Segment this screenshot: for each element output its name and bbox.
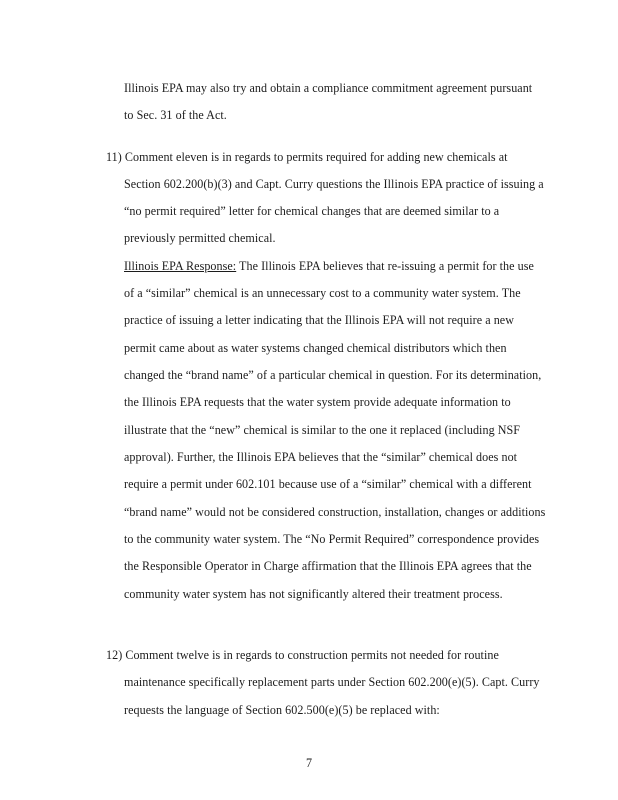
- intro-line-1: Illinois EPA may also try and obtain a compliance commitment agreement pursuant: [124, 81, 533, 95]
- comment-12-line-3: requests the language of Section 602.500(e)(5) be replaced with:: [124, 703, 440, 717]
- response-first-text: The Illinois EPA believes that re-issuing a permit for the use: [236, 259, 534, 273]
- response-line-10: “brand name” would not be considered construction, installation, changes or additions: [124, 505, 546, 519]
- response-line-6: the Illinois EPA requests that the water system provide adequate information to: [124, 395, 511, 409]
- comment-12-line-1: 12) Comment twelve is in regards to construction permits not needed for routine: [106, 648, 499, 662]
- response-line-13: community water system has not significantly altered their treatment process.: [124, 587, 503, 601]
- response-line-9: require a permit under 602.101 because use of a “similar” chemical with a different: [124, 477, 532, 491]
- response-line-8: approval). Further, the Illinois EPA believes that the “similar” chemical does not: [124, 450, 518, 464]
- response-line-3: practice of issuing a letter indicating that the Illinois EPA will not require a new: [124, 313, 514, 327]
- page-number: 7: [305, 756, 313, 770]
- response-line-7: illustrate that the “new” chemical is similar to the one it replaced (including NSF: [124, 423, 521, 437]
- response-line-4: permit came about as water systems changed chemical distributors which then: [124, 341, 507, 355]
- comment-11-line-2: Section 602.200(b)(3) and Capt. Curry questions the Illinois EPA practice of issuing a: [124, 177, 544, 191]
- comment-11-line-3: “no permit required” letter for chemical changes that are deemed similar to a: [124, 204, 500, 218]
- response-line-11: to the community water system. The “No Permit Required” correspondence provides: [124, 532, 540, 546]
- response-label: Illinois EPA Response:: [124, 259, 237, 273]
- intro-line-2: to Sec. 31 of the Act.: [124, 108, 227, 122]
- response-line-2: of a “similar” chemical is an unnecessary cost to a community water system. The: [124, 286, 521, 300]
- comment-11-line-1: 11) Comment eleven is in regards to permits required for adding new chemicals at: [106, 150, 508, 164]
- comment-11-line-4: previously permitted chemical.: [124, 231, 276, 245]
- comment-12-line-2: maintenance specifically replacement parts under Section 602.200(e)(5). Capt. Curry: [124, 675, 540, 689]
- response-line-12: the Responsible Operator in Charge affirmation that the Illinois EPA agrees that the: [124, 559, 532, 573]
- response-line-1: [124, 259, 534, 274]
- response-line-5: changed the “brand name” of a particular chemical in question. For its determination,: [124, 368, 542, 382]
